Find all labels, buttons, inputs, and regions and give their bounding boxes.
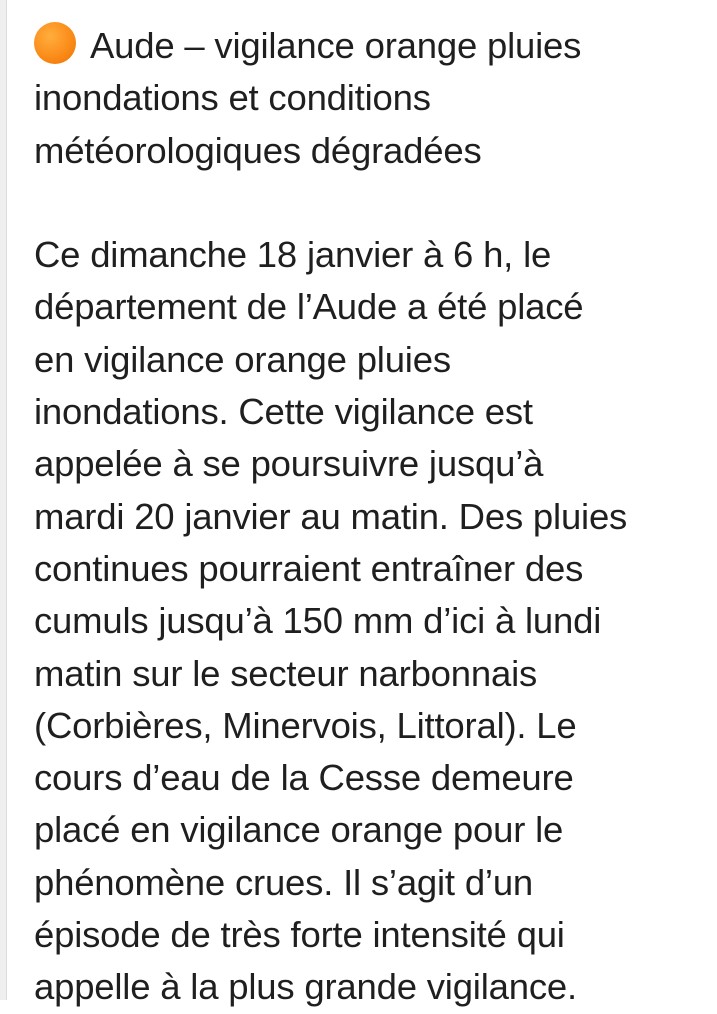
title-text-1: Aude – vigilance orange pluies <box>90 25 582 66</box>
body-line: appelle à la plus grande vigilance. <box>34 966 577 1008</box>
body-line: inondations. Cette vigilance est <box>34 391 533 433</box>
message-content <box>34 20 710 1014</box>
body-line: Ce dimanche 18 janvier à 6 h, le <box>34 234 552 276</box>
body-line: phénomène crues. Il s’agit d’un <box>34 861 534 903</box>
title-line-3: météorologiques dégradées <box>34 129 482 171</box>
body-line: mardi 20 janvier au matin. Des pluies <box>34 495 628 537</box>
body-line: appelée à se poursuivre jusqu’à <box>34 443 544 485</box>
body-line: placé en vigilance orange pour le <box>34 809 564 851</box>
body-line: cours d’eau de la Cesse demeure <box>34 757 574 799</box>
title-line-2: inondations et conditions <box>34 77 431 119</box>
title-line-1 <box>34 20 710 72</box>
body-line: continues pourraient entraîner des <box>34 547 584 589</box>
orange-circle-icon <box>34 22 76 64</box>
body-line: matin sur le secteur narbonnais <box>34 652 538 694</box>
paragraph-gap <box>34 177 710 229</box>
alert-body <box>34 229 710 1013</box>
left-border <box>0 0 7 1000</box>
body-line: (Corbières, Minervois, Littoral). Le <box>34 704 577 746</box>
body-line: cumuls jusqu’à 150 mm d’ici à lundi <box>34 600 602 642</box>
alert-title <box>34 20 710 177</box>
body-line: département de l’Aude a été placé <box>34 286 584 328</box>
body-line: épisode de très forte intensité qui <box>34 914 565 956</box>
body-line: en vigilance orange pluies <box>34 338 451 380</box>
